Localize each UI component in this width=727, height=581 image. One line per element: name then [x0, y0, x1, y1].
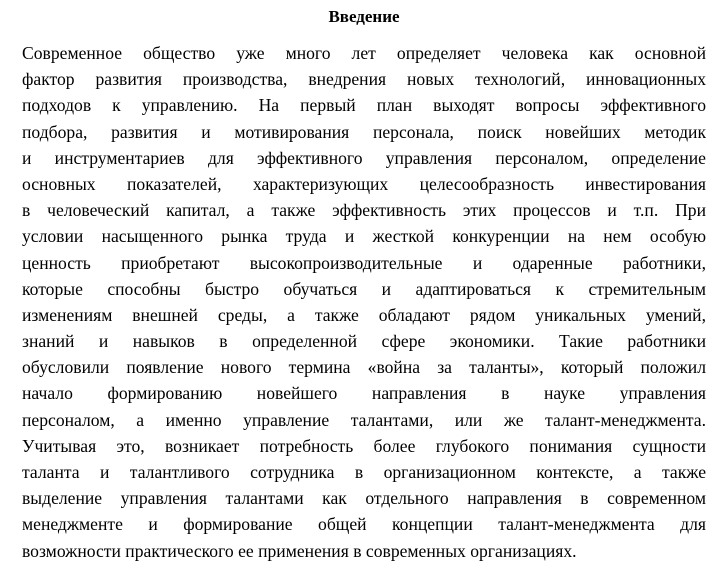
paragraph-line: и инструментариев для эффективного управления персоналом, определение	[22, 147, 706, 168]
paragraph-line: знаний и навыков в определенной сфере экономики. Такие работники	[22, 331, 706, 352]
paragraph-line: основных показателей, характеризующих целесообразность инвестирования	[22, 173, 706, 194]
paragraph-line: в человеческий капитал, а также эффективность этих процессов и т.п. При	[22, 200, 706, 221]
paragraph-line: возможности практического ее применения в современных организациях.	[22, 540, 577, 561]
paragraph-line: персоналом, а именно управление талантами, или же талант-менеджмента.	[22, 409, 706, 430]
paragraph-line: выделение управления талантами как отдельного направления в современном	[22, 488, 706, 509]
paragraph-line: обусловили появление нового термина «война за таланты», который положил	[22, 357, 706, 378]
paragraph-line: менеджменте и формирование общей концепции талант-менеджмента для	[22, 514, 706, 535]
paragraph-line: подходов к управлению. На первый план выходят вопросы эффективного	[22, 95, 706, 116]
paragraph-line: подбора, развития и мотивирования персонала, поиск новейших методик	[22, 121, 706, 142]
intro-paragraph	[22, 40, 706, 564]
page-title: Введение	[328, 7, 400, 26]
paragraph-line: которые способны быстро обучаться и адаптироваться к стремительным	[22, 278, 706, 299]
paragraph-line: изменениям внешней среды, а также обладают рядом уникальных умений,	[22, 304, 706, 325]
paragraph-line: условии насыщенного рынка труда и жесткой конкуренции на нем особую	[22, 226, 706, 247]
paragraph-line: ценность приобретают высокопроизводительные и одаренные работники,	[22, 252, 706, 273]
paragraph-line: Современное общество уже много лет определяет человека как основной	[22, 43, 706, 63]
paragraph-line: таланта и талантливого сотрудника в организационном контексте, а также	[22, 462, 706, 482]
paragraph-line: фактор развития производства, внедрения новых технологий, инновационных	[22, 69, 706, 90]
paragraph-line: Учитывая это, возникает потребность более глубокого понимания сущности	[22, 435, 706, 456]
paragraph-line: начало формированию новейшего направления в науке управления	[22, 383, 706, 404]
